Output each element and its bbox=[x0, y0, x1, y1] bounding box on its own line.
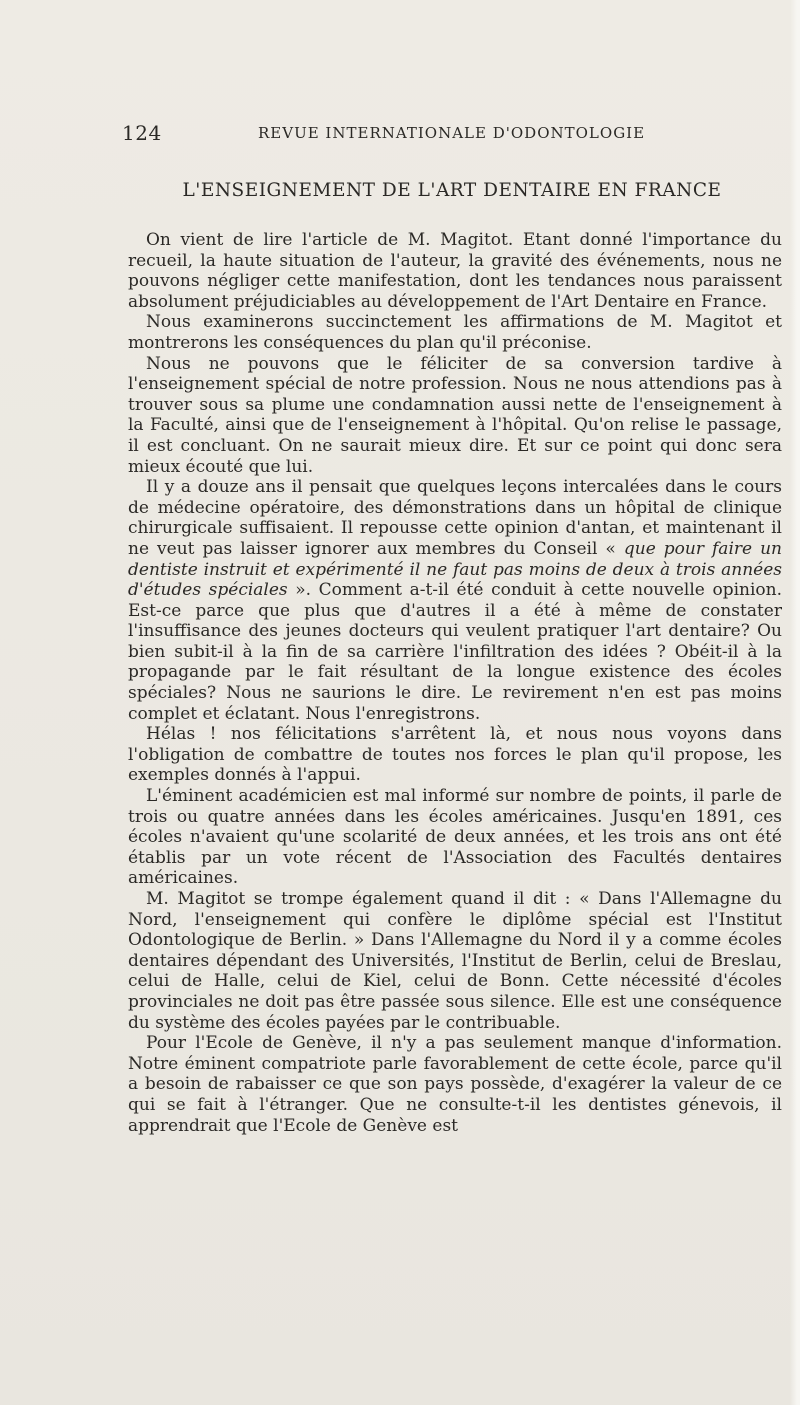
italic-quote: que pour faire un dentiste instruit et expérimenté il ne faut pas moins de deux à trois années d'études spéciales bbox=[128, 538, 782, 601]
paragraph: L'éminent académicien est mal informé sur nombre de points, il parle de trois ou quatre années dans les écoles américaines. Jusqu'en 1891, ces écoles n'avaient qu'une scolarité de deux années, et les trois ans ont été établis par un vote récent de l'Association des Facultés dentaires américaines. bbox=[128, 786, 782, 889]
journal-title: REVUE INTERNATIONALE D'ODONTOLOGIE bbox=[258, 124, 646, 142]
paragraph: Pour l'Ecole de Genève, il n'y a pas seulement manque d'information. Notre éminent compatriote parle favorablement de cette école, parce qu'il a besoin de rabaisser ce que son pays possède, d'exagérer la valeur de ce qui se fait à l'étranger. Que ne consulte-t-il les dentistes génevois, il apprendrait que l'Ecole de Genève est bbox=[128, 1033, 782, 1136]
paragraph: Hélas ! nos félicitations s'arrêtent là, et nous nous voyons dans l'obligation de combattre de toutes nos forces le plan qu'il propose, les exemples donnés à l'appui. bbox=[128, 724, 782, 786]
paragraph: On vient de lire l'article de M. Magitot. Etant donné l'importance du recueil, la haute situation de l'auteur, la gravité des événements, nous ne pouvons négliger cette manifestation, dont les tendances nous paraissent absolument préjudiciables au développement de l'Art Dentaire en France. bbox=[128, 230, 782, 312]
page-number: 124 bbox=[122, 121, 162, 145]
article-body bbox=[128, 230, 782, 1136]
paragraph: Nous ne pouvons que le féliciter de sa conversion tardive à l'enseignement spécial de notre profession. Nous ne nous attendions pas à trouver sous sa plume une condamnation aussi nette de l'enseignement à la Faculté, ainsi que de l'enseignement à l'hôpital. Qu'on relise le passage, il est concluant. On ne saurait mieux dire. Et sur ce point qui donc sera mieux écouté que lui. bbox=[128, 353, 782, 477]
article-title: L'ENSEIGNEMENT DE L'ART DENTAIRE EN FRANCE bbox=[182, 180, 722, 201]
running-head bbox=[122, 121, 782, 147]
paragraph: M. Magitot se trompe également quand il dit : « Dans l'Allemagne du Nord, l'enseignement qui confère le diplôme spécial est l'Institut Odontologique de Berlin. » Dans l'Allemagne du Nord il y a comme écoles dentaires dépendant des Universités, l'Institut de Berlin, celui de Breslau, celui de Halle, celui de Kiel, celui de Bonn. Cette nécessité d'écoles provinciales ne doit pas être passée sous silence. Elle est une conséquence du système des écoles payées par le contribuable. bbox=[128, 889, 782, 1033]
paragraph-text: ». Comment a-t-il été conduit à cette nouvelle opinion. Est-ce parce que plus que d'autres il a été à même de constater l'insuffisance des jeunes docteurs qui veulent pratiquer l'art dentaire? Ou bien subit-il à la fin de sa carrière l'infiltration des idées ? Obéit-il à la propagande par le fait résultant de la longue existence des écoles spéciales? Nous ne saurions le dire. Le revirement n'en est pas moins complet et éclatant. Nous l'enregistrons. bbox=[128, 580, 782, 724]
paragraph: Nous examinerons succinctement les affirmations de M. Magitot et montrerons les conséquences du plan qu'il préconise. bbox=[128, 312, 782, 353]
page-edge bbox=[790, 0, 800, 1405]
paragraph bbox=[128, 477, 782, 724]
paragraph-text: Il y a douze ans il pensait que quelques leçons intercalées dans le cours de médecine opératoire, des démonstrations dans un hôpital de clinique chirurgicale suffisaient. Il repousse cette opinion d'antan, et maintenant il ne veut pas laisser ignorer aux membres du Conseil « bbox=[128, 477, 782, 559]
